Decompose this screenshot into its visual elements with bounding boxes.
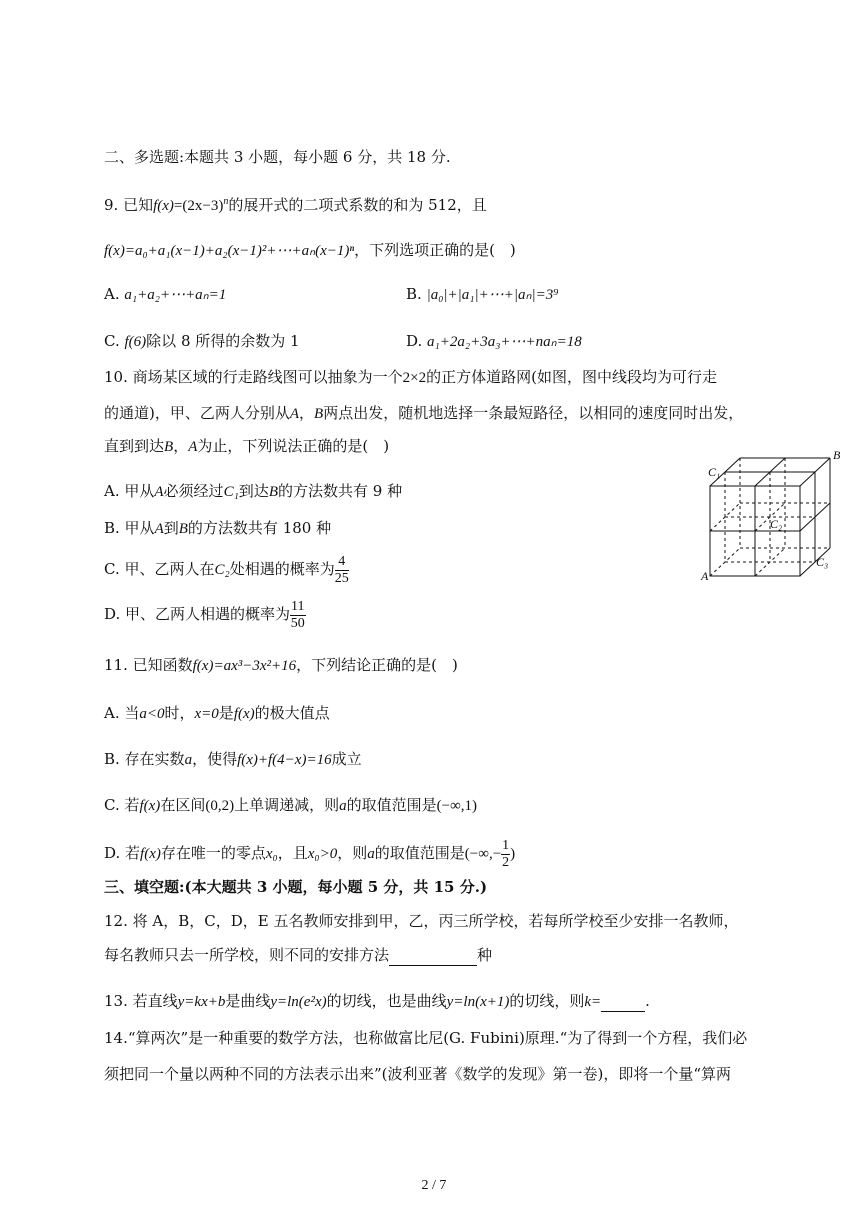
q9-option-d	[406, 331, 582, 352]
q10-opt-d-den: 50	[290, 615, 305, 631]
q10-opt-c-num: 4	[335, 554, 349, 571]
cube-road-network-figure	[698, 446, 848, 586]
q10-option-c	[104, 552, 349, 587]
q10-point-a: A	[289, 406, 300, 422]
q11-opt-a-c: 是	[218, 704, 234, 722]
q11-opt-d-x0: x₀	[265, 846, 278, 862]
q10-opt-d-fraction	[290, 599, 305, 632]
q10-line2-b: ，	[299, 404, 315, 422]
q11-opt-d-den: 2	[502, 854, 510, 870]
q11-stem-a: 11. 已知函数	[104, 656, 193, 674]
figure-label-c3: C₃	[816, 555, 829, 569]
question-9-stem	[104, 195, 487, 216]
q13-curve1: y=ln(e²x)	[270, 994, 327, 1010]
q12-line2-tail: 种	[477, 946, 493, 964]
q12-answer-blank	[389, 945, 477, 966]
q9-option-c-label: C.	[104, 332, 120, 350]
q11-opt-a-b: 时，	[164, 704, 195, 722]
q9-stem-rest: 的展开式的二项式系数的和为 512，且	[228, 196, 487, 214]
q11-opt-d-b: 存在唯一的零点	[160, 844, 266, 862]
q9-option-b-expr: |a₀|+|a₁|+⋯+|aₙ|=3⁹	[426, 287, 559, 303]
q11-opt-c-a: C. 若	[104, 796, 140, 814]
q10-opt-a-c1: C₁	[223, 484, 239, 500]
q9-option-a-label: A.	[104, 285, 120, 303]
q9-option-b-label: B.	[406, 285, 422, 303]
q11-opt-d-num: 1	[502, 837, 510, 853]
q11-opt-d-a: D. 若	[104, 844, 141, 862]
q10-opt-b-a: B. 甲从	[104, 519, 155, 537]
q9-option-d-label: D.	[406, 332, 423, 350]
q9-option-a	[104, 284, 226, 305]
q11-opt-b-c: 成立	[331, 750, 362, 768]
q10-option-b	[104, 518, 331, 539]
q11-opt-c-d: 的取值范围是	[346, 796, 437, 814]
q11-opt-d-e: 的取值范围是	[374, 844, 465, 862]
figure-label-b: B	[833, 448, 841, 462]
q11-option-d	[104, 835, 515, 872]
question-9-line2	[104, 240, 516, 261]
q13-a: 13. 若直线	[104, 992, 178, 1010]
q13-b: 是曲线	[225, 992, 271, 1010]
q10-opt-c-a: C. 甲、乙两人在	[104, 560, 215, 578]
q10-line3-point-b: B	[164, 439, 174, 455]
q11-opt-a-cond: a<0	[139, 706, 165, 722]
q10-opt-d-a: D. 甲、乙两人相遇的概率为	[104, 605, 291, 623]
q11-opt-d-range-left: (−∞,−	[464, 846, 502, 862]
q13-answer-blank	[601, 991, 645, 1012]
page-number: 2 / 7	[421, 1178, 447, 1193]
q10-line3-a: 直到到达	[104, 437, 165, 455]
q10-opt-a-c: 到达	[238, 482, 269, 500]
section-heading-fill-blank: 三、填空题:(本大题共 3 小题，每小题 5 分，共 15 分.)	[104, 878, 488, 896]
q9-option-c-text: 除以 8 所得的余数为 1	[146, 332, 300, 350]
q11-opt-c-c: 上单调递减，则	[234, 796, 340, 814]
q11-opt-d-f: f(x)	[140, 846, 161, 862]
q10-opt-c-fraction	[335, 554, 349, 587]
q12-line2-text: 每名教师只去一所学校，则不同的安排方法	[104, 946, 390, 964]
q10-opt-c-b: 处相遇的概率为	[229, 560, 335, 578]
q9-expansion: f(x)=a₀+a₁(x−1)+a₂(x−1)²+⋯+aₙ(x−1)ⁿ	[104, 243, 355, 259]
q10-line2-c: 两点出发，随机地选择一条最短路径，以相同的速度同时出发，	[323, 404, 744, 422]
q9-eq: =(2x−3)	[173, 198, 224, 214]
q9-option-d-expr: a₁+2a₂+3a₃+⋯+naₙ=18	[427, 334, 582, 350]
q11-opt-c-var: a	[339, 798, 347, 814]
q11-option-c	[104, 795, 477, 816]
q9-option-a-expr: a₁+a₂+⋯+aₙ=1	[124, 287, 227, 303]
figure-label-c2: C₂	[770, 517, 783, 531]
q11-opt-d-fraction	[501, 838, 510, 871]
q10-option-d	[104, 597, 306, 632]
q11-opt-a-a: A. 当	[104, 704, 140, 722]
q10-dim: 2×2	[402, 370, 427, 386]
q10-option-a	[104, 481, 402, 502]
q11-opt-c-f: f(x)	[139, 798, 161, 814]
q11-opt-d-c: ，且	[277, 844, 308, 862]
q10-line1-b: 的正方体道路网(如图，图中线段均为可行走	[426, 368, 717, 386]
q11-stem-b: ，下列结论正确的是( )	[296, 656, 458, 674]
q11-opt-a-f: f(x)	[233, 706, 255, 722]
q11-opt-b-var: a	[184, 752, 193, 768]
q13-curve2: y=ln(x+1)	[446, 994, 510, 1010]
q10-line3-b: ，	[173, 437, 189, 455]
question-13	[104, 991, 650, 1012]
q10-opt-c-c2: C₂	[214, 562, 230, 578]
q9-option-c-f: f(6)	[124, 334, 147, 350]
q10-line3-point-a: A	[188, 439, 198, 455]
q11-function: f(x)=ax³−3x²+16	[192, 658, 297, 674]
question-12-line1: 12. 将 A，B，C，D，E 五名教师安排到甲，乙，丙三所学校，若每所学校至少安排一名教师，	[104, 912, 739, 930]
q10-opt-b-b: 到	[163, 519, 179, 537]
question-11-stem	[104, 655, 458, 676]
q10-opt-a-a: A. 甲从	[104, 482, 155, 500]
question-14-line2: 须把同一个量以两种不同的方法表示出来”(波利亚著《数学的发现》第一卷)，即将一个量“算两	[104, 1065, 732, 1083]
q11-option-a	[104, 703, 330, 724]
q11-opt-b-a: B. 存在实数	[104, 750, 185, 768]
section-heading-multiple-choice: 二、多选题:本题共 3 小题，每小题 6 分，共 18 分.	[104, 148, 451, 166]
q9-number: 9. 已知	[104, 196, 154, 214]
q11-opt-d-var: a	[367, 846, 375, 862]
q13-end: .	[645, 992, 650, 1010]
question-10-line2	[104, 403, 743, 424]
q11-opt-c-interval: (0,2)	[205, 798, 235, 814]
q10-opt-b-c: 的方法数共有 180 种	[187, 519, 332, 537]
q11-opt-c-range: (−∞,1)	[436, 798, 478, 814]
q11-opt-d-d: ，则	[337, 844, 368, 862]
q10-line2-a: 的通道)，甲、乙两人分别从	[104, 404, 290, 422]
q11-opt-a-d: 的极大值点	[254, 704, 330, 722]
figure-label-a: A	[701, 569, 709, 583]
q10-opt-b-pa: A	[154, 521, 164, 537]
q11-opt-d-cond: x₀>0	[307, 846, 338, 862]
question-10-line3	[104, 436, 389, 457]
q11-opt-b-expr: f(x)+f(4−x)=16	[237, 752, 332, 768]
q9-line2-tail: ，下列选项正确的是( )	[354, 241, 516, 259]
q10-opt-a-pb: B	[268, 484, 278, 500]
q9-option-b	[406, 284, 558, 305]
question-10-line1	[104, 367, 717, 388]
q10-line3-c: 为止，下列说法正确的是( )	[197, 437, 390, 455]
q9-fx: f(x)	[153, 198, 174, 214]
question-12-line2	[104, 945, 492, 966]
q10-opt-a-d: 的方法数共有 9 种	[277, 482, 403, 500]
q13-line-expr: y=kx+b	[177, 994, 226, 1010]
q10-opt-c-den: 25	[334, 570, 349, 586]
q13-d: 的切线，则	[509, 992, 585, 1010]
figure-label-c1: C₁	[708, 465, 721, 479]
q10-line1-a: 10. 商场某区域的行走路线图可以抽象为一个	[104, 368, 403, 386]
q10-opt-d-num: 11	[291, 598, 305, 614]
q11-opt-b-b: ，使得	[192, 750, 238, 768]
q11-opt-c-b: 在区间	[160, 796, 206, 814]
q10-opt-a-pa: A	[154, 484, 164, 500]
q9-exp-n: n	[223, 196, 229, 207]
q11-opt-a-x: x=0	[194, 706, 219, 722]
q10-opt-b-pb: B	[178, 521, 188, 537]
q9-option-c	[104, 331, 300, 352]
q11-option-b	[104, 749, 362, 770]
question-14-line1: 14.“算两次”是一种重要的数学方法，也称做富比尼(G. Fubini)原理.“为了得到一个方程，我们必	[104, 1029, 748, 1047]
q10-point-b: B	[314, 406, 324, 422]
q11-opt-d-range-right: )	[510, 846, 516, 862]
q10-opt-a-b: 必须经过	[163, 482, 224, 500]
q13-c: 的切线，也是曲线	[326, 992, 447, 1010]
q13-k: k=	[584, 994, 602, 1010]
